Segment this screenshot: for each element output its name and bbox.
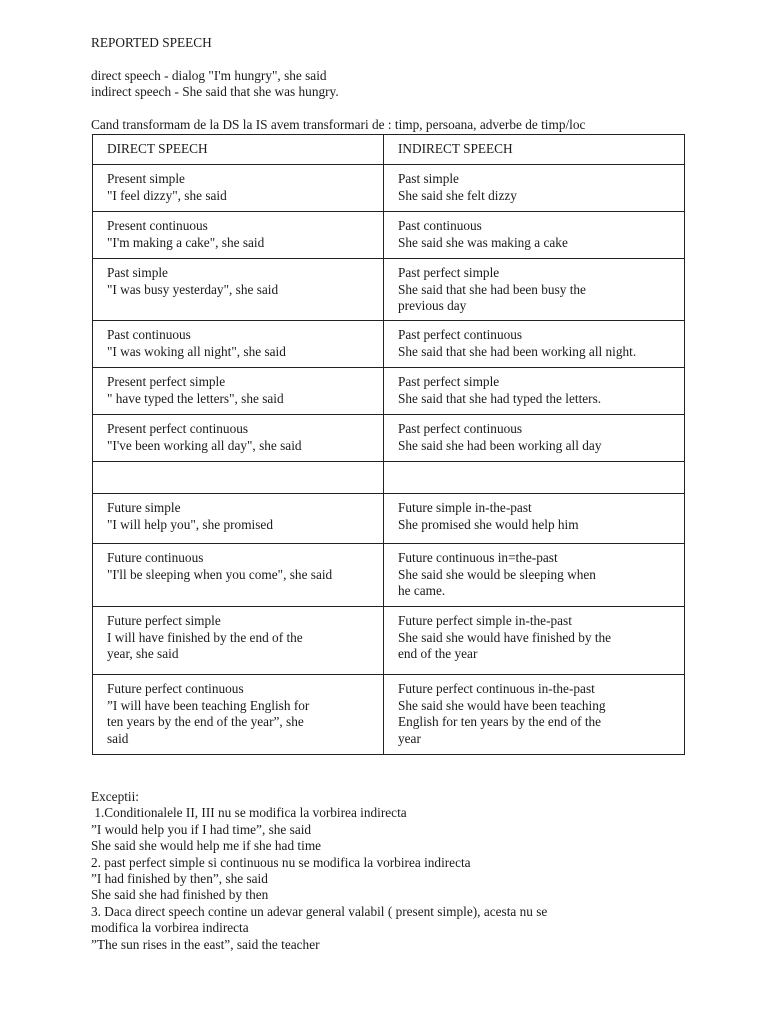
table-header-row — [93, 135, 685, 165]
exception-line: ”I had finished by then”, she said — [91, 871, 268, 887]
exception-line: 2. past perfect simple si continuous nu se modifica la vorbirea indirecta — [91, 854, 471, 870]
document-title: REPORTED SPEECH — [91, 35, 212, 50]
speech-table — [92, 134, 685, 755]
table-row — [93, 368, 685, 415]
header-direct-speech: DIRECT SPEECH — [93, 135, 384, 165]
exception-line: ”The sun rises in the east”, said the teacher — [91, 936, 320, 952]
direct-cell: Future perfect continuous ”I will have been teaching English for ten years by the end of the year”, she said — [93, 675, 384, 755]
intro-indirect-line: indirect speech - She said that she was hungry. — [91, 84, 339, 99]
exception-line: She said she would help me if she had time — [91, 838, 322, 854]
table-row — [93, 212, 685, 259]
table-row — [93, 259, 685, 321]
table-row — [93, 544, 685, 607]
indirect-cell: Past perfect continuous She said she had been working all day — [384, 415, 685, 462]
table-row — [93, 675, 685, 755]
indirect-cell — [384, 462, 685, 494]
indirect-cell: Future perfect simple in-the-past She said she would have finished by the end of the year — [384, 607, 685, 675]
indirect-cell: Future continuous in=the-past She said she would be sleeping when he came. — [384, 544, 685, 607]
intro-direct-line: direct speech - dialog "I'm hungry", she said — [91, 68, 327, 83]
exception-line: 1.Conditionalele II, III nu se modifica la vorbirea indirecta — [91, 805, 407, 821]
table-row — [93, 415, 685, 462]
direct-cell: Past continuous "I was woking all night", she said — [93, 321, 384, 368]
table-row — [93, 494, 685, 544]
table-row — [93, 607, 685, 675]
table-row-empty — [93, 462, 685, 494]
exception-line: modifica la vorbirea indirecta — [91, 920, 249, 936]
exception-line: ”I would help you if I had time”, she said — [91, 821, 312, 837]
exceptions-section — [91, 789, 691, 953]
indirect-cell: Past perfect simple She said that she had been busy the previous day — [384, 259, 685, 321]
indirect-cell: Future perfect continuous in-the-past She said she would have been teaching English for ten years by the end of the year — [384, 675, 685, 755]
table-row — [93, 321, 685, 368]
indirect-cell: Future simple in-the-past She promised she would help him — [384, 494, 685, 544]
indirect-cell: Past continuous She said she was making a cake — [384, 212, 685, 259]
direct-cell: Future perfect simple I will have finished by the end of the year, she said — [93, 607, 384, 675]
direct-cell: Future continuous "I'll be sleeping when you come", she said — [93, 544, 384, 607]
direct-cell: Present continuous "I'm making a cake", she said — [93, 212, 384, 259]
exception-line: 3. Daca direct speech contine un adevar general valabil ( present simple), acesta nu se — [91, 903, 548, 919]
direct-cell: Present perfect simple " have typed the letters", she said — [93, 368, 384, 415]
header-indirect-speech: INDIRECT SPEECH — [384, 135, 685, 165]
direct-cell: Present simple "I feel dizzy", she said — [93, 165, 384, 212]
transform-note: Cand transformam de la DS la IS avem transformari de : timp, persoana, adverbe de timp/loc — [91, 117, 586, 132]
indirect-cell: Past perfect continuous She said that she had been working all night. — [384, 321, 685, 368]
exceptions-heading: Exceptii: — [91, 789, 139, 804]
table-row — [93, 165, 685, 212]
direct-cell: Present perfect continuous "I've been working all day", she said — [93, 415, 384, 462]
indirect-cell: Past simple She said she felt dizzy — [384, 165, 685, 212]
direct-cell: Future simple "I will help you", she promised — [93, 494, 384, 544]
direct-cell: Past simple "I was busy yesterday", she said — [93, 259, 384, 321]
direct-cell — [93, 462, 384, 494]
indirect-cell: Past perfect simple She said that she had typed the letters. — [384, 368, 685, 415]
exception-line: She said she had finished by then — [91, 887, 269, 903]
